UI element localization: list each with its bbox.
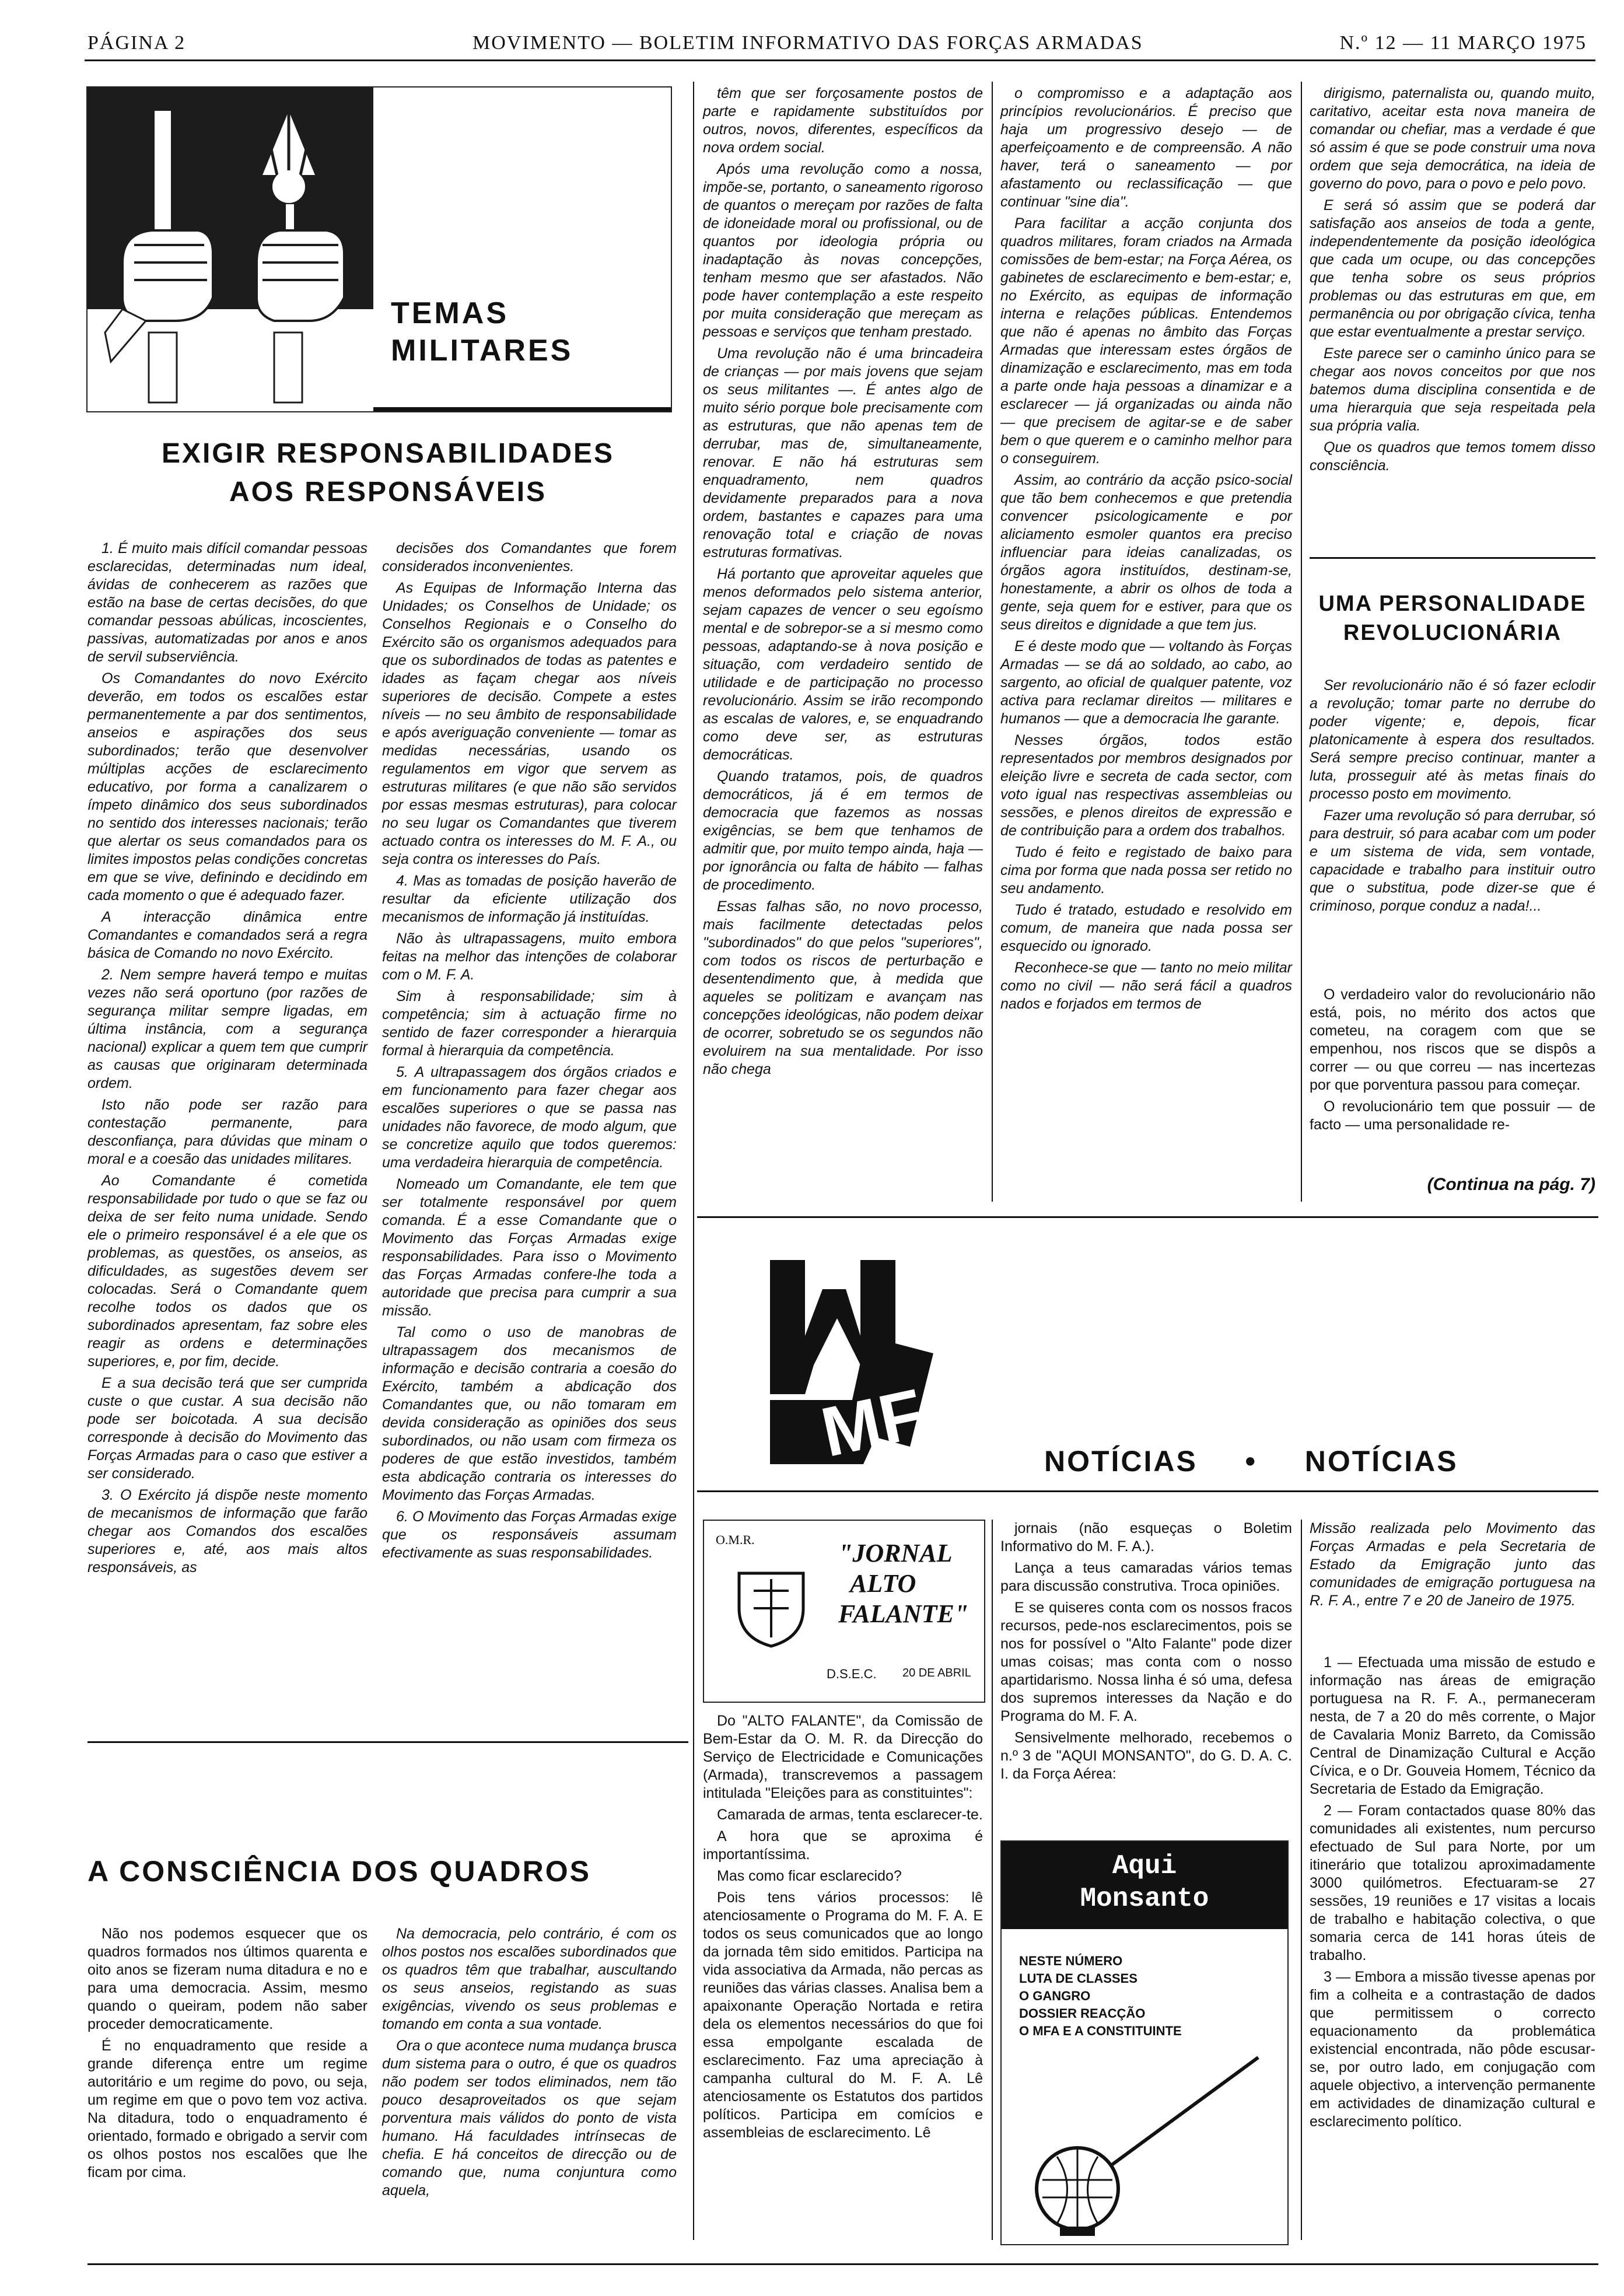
alto-falante-stamp: D.S.E.C. xyxy=(827,1667,877,1681)
paragraph: Do "ALTO FALANTE", da Comissão de Bem-Estar da O. M. R. da Direcção do Serviço de Electricidade e Comunicações (Armada), transcrevemos a passagem intitulada "Eleições para as constituintes": xyxy=(703,1713,983,1801)
column-divider xyxy=(693,82,694,2240)
paragraph: Camarada de armas, tenta esclarecer-te. xyxy=(717,1807,983,1823)
article-title-line2: AOS RESPONSÁVEIS xyxy=(229,477,547,508)
column-divider xyxy=(1301,82,1302,1202)
page-header xyxy=(88,32,1587,61)
paragraph: Fazer uma revolução só para derrubar, só para destruir, só para acabar com um poder e um sistema de vida, sem vontade, capacidade e trabalho para instituir outro que o substitua, pode dizer-se que é criminoso, porque conduz a nada!... xyxy=(1310,807,1595,914)
paragraph: Essas falhas são, no novo processo, mais facilmente detectadas pelos "subordinados" do que pelos "superiores", com todos os riscos de perturbação e desentendimento que, à medida que aqueles se politizam e avançam nas concepções ideológicas, não podem deixar de ocorrer, sobretudo se os segundos não evoluirem na sua mentalidade. Por isso não chega xyxy=(703,898,983,1077)
paragraph: Há portanto que aproveitar aqueles que menos deformados pelo sistema anterior, sejam capazes de vencer o seu egoísmo mental e de sobrepor-se a si mesmo como pessoas, adaptando-se à nova posição e situação, com verdadeiro sentido de utilidade e de participação no processo revolucionário. Assim se irão recompondo as escalas de valores, e, se enquadrando como deve ser, as estruturas democráticas. xyxy=(703,566,983,763)
paragraph: Após uma revolução como a nossa, impõe-se, portanto, o saneamento rigoroso de quantos o mereçam por razões de falta de idoneidade moral ou profissional, ou de quantos por ideologia própria ou inadaptação às novas concepções, tenham mesmo que ser afastados. Não pode haver contemplação a este respeito por muita consideração que mereçam as pessoas e serviços que tenham prestado. xyxy=(703,161,983,340)
paragraph: Lança a teus camaradas vários temas para discussão construtiva. Troca opiniões. xyxy=(1000,1560,1292,1594)
monsanto-contents-line: O GANGRO xyxy=(1019,1989,1091,2003)
noticias-bullet: • xyxy=(1245,1445,1258,1478)
mfa-logo xyxy=(758,1254,976,1472)
article1-column3 xyxy=(703,85,983,1082)
alto-falante-title-line2: ALTO xyxy=(850,1569,916,1598)
noticias-column2 xyxy=(1000,1520,1292,1787)
mfa-logo-letters: MFA xyxy=(814,1364,976,1472)
column-divider xyxy=(992,1520,993,2240)
paragraph: O revolucionário tem que possuir — de facto — uma personalidade re- xyxy=(1310,1098,1595,1133)
monsanto-contents-line: NESTE NÚMERO xyxy=(1019,1954,1123,1968)
paragraph: Reconhece-se que — tanto no meio militar como no civil — não será fácil a quadros nados e forjados em termos de xyxy=(1000,960,1292,1012)
radar-globe-icon xyxy=(1025,2052,1270,2238)
paragraph: Sensivelmente melhorado, recebemos o n.º 3 de "AQUI MONSANTO", do G. D. A. C. I. da Força Aérea: xyxy=(1000,1730,1292,1782)
paragraph: 1. É muito mais difícil comandar pessoas esclarecidas, determinadas num ideal, ávidas de conhecerem as razões que estão na base de certas decisões, do que comandar pessoas abúlicas, incoscientes, passivas, automatizadas por anos e anos de servil subserviência. xyxy=(88,540,368,665)
paragraph: 5. A ultrapassagem dos órgãos criados e em funcionamento para fazer chegar aos escalões superiores o que se passa nas unidades não favorece, de modo algum, que se concretize aquilo que todos queremos: uma verdadeira hierarquia de competência. xyxy=(382,1064,677,1171)
paragraph: E é deste modo que — voltando às Forças Armadas — se dá ao soldado, ao cabo, ao sargento, ao oficial de qualquer patente, voz activa para reclamar direitos — militares e humanos — que a democracia lhe garante. xyxy=(1000,638,1292,727)
article1-column2 xyxy=(382,540,677,1566)
banner-title-line1: TEMAS xyxy=(391,296,509,330)
paragraph: Tudo é feito e registado de baixo para cima por forma que nada possa ser retido no seu andamento. xyxy=(1000,844,1292,897)
paragraph: Na democracia, pelo contrário, é com os olhos postos nos escalões subordinados que os quadros têm que trabalhar, auscultando os seus anseios, registando as suas exigências, vivendo os seus problemas e tomando em conta a sua vontade. xyxy=(382,1926,677,2032)
article2-intro xyxy=(1310,677,1595,919)
page-number: PÁGINA 2 xyxy=(88,32,186,54)
footer-rule xyxy=(88,2263,1598,2265)
masthead: MOVIMENTO — BOLETIM INFORMATIVO DAS FORÇAS ARMADAS xyxy=(473,32,1143,54)
paragraph: têm que ser forçosamente postos de parte e rapidamente substituídos por outros, novos, diferentes, específicos da nova ordem social. xyxy=(703,85,983,156)
header-rule xyxy=(85,60,1595,61)
section-rule xyxy=(697,1216,1598,1218)
article-title-exigir xyxy=(88,435,688,512)
paragraph: jornais (não esqueças o Boletim Informativo do M. F. A.). xyxy=(1000,1520,1292,1555)
monsanto-contents-line: LUTA DE CLASSES xyxy=(1019,1971,1138,1986)
alto-falante-title-line1: "JORNAL xyxy=(838,1539,953,1567)
noticias-heading-left: NOTÍCIAS xyxy=(1044,1445,1198,1478)
banner-rule xyxy=(373,407,671,411)
paragraph: Mas como ficar esclarecido? xyxy=(717,1868,902,1884)
alto-falante-title xyxy=(838,1538,968,1629)
paragraph: Não às ultrapassagens, muito embora feitas na melhor das intenções de colaborar com o M. F. A. xyxy=(382,930,677,983)
paragraph: Assim, ao contrário da acção psico-social que tão bem conhecemos e que pretendia convencer psicologicamente e por aliciamento esmoler quantos era preciso influenciar para ideias canalizadas, os órgãos agora instituídos, destinam-se, honestamente, a abrir os olhos de toda a gente, seja quem for e estiver, para que os seus direitos e dignidade a que tem jus. xyxy=(1000,472,1292,633)
noticias-heading-right: NOTÍCIAS xyxy=(1304,1445,1458,1478)
paragraph: Quando tratamos, pois, de quadros democráticos, já é em termos de democracia que fazemos as nossas exigências, se bem que tenhamos de admitir que, por muito tempo ainda, haja — por ignorância ou falta de hábito — falhas de procedimento. xyxy=(703,768,983,893)
article-title-consciencia: A CONSCIÊNCIA DOS QUADROS xyxy=(88,1855,592,1888)
banner-title xyxy=(391,295,573,369)
article2-title-line2: REVOLUCIONÁRIA xyxy=(1343,621,1562,645)
alto-falante-clipping xyxy=(703,1520,985,1703)
paragraph: 1 — Efectuada uma missão de estudo e informação nas áreas de emigração portuguesa na R. F. A., permaneceram nesta, de 7 a 20 do mês corrente, o Major de Cavalaria Moniz Barreto, da Comissão Central de Dinamização Cultural e Acção Cívica, e o Dr. Gouveia Homem, Técnico da Secretaria de Estado da Emigração. xyxy=(1310,1654,1595,1797)
noticias-column1 xyxy=(703,1712,983,2146)
paragraph: As Equipas de Informação Interna das Unidades; os Conselhos de Unidade; os Conselhos Regionais e o Conselho do Exército são os organismos adequados para que os subordinados de todas as patentes e idades as façam chegar aos níveis superiores de decisão. Compete a estes níveis — no seu âmbito de responsabilidade e após averiguação conveniente — tomar as medidas necessárias, usando os regulamentos em vigor que servem as estruturas militares (e que não são servidos por essas mesmas estruturas), para colocar no seu lugar os Comandantes que tiverem actuado contra os interesses do M. F. A., ou seja contra os interesses do País. xyxy=(382,580,677,867)
paragraph: É no enquadramento que reside a grande diferença entre um regime autoritário e um regime do povo, ou seja, um regime em que o povo tem voz activa. Na ditadura, todo o enquadramento é orientado, formado e obrigado a servir com os olhos postos nos escalões que lhe ficam por cima. xyxy=(88,2038,368,2180)
article3-column2 xyxy=(382,1925,677,2203)
paragraph: 3 — Embora a missão tivesse apenas por fim a colheita e a contrastação de dados que permitissem o correcto equacionamento da problemática existencial encontrada, não pôde escusar-se, por outro lado, em conjugação com aquele objectivo, a intervenção permanente em actividades de dinamização cultural e esclarecimento político. xyxy=(1310,1969,1595,2130)
paragraph: 6. O Movimento das Forças Armadas exige que os responsáveis assumam efectivamente as suas responsabilidades. xyxy=(382,1508,677,1561)
paragraph: Tudo é tratado, estudado e resolvido em comum, de maneira que nada possa ser esquecido ou ignorado. xyxy=(1000,902,1292,954)
section-rule xyxy=(88,1741,688,1743)
paragraph: Pois tens vários processos: lê atenciosamente o Programa do M. F. A. E todos os seus comunicados que ao longo da jornada têm sido emitidos. Participa na vida associativa da Armada, não percas as reuniões das várias classes. Analisa bem a apaixonante Operação Nortada e retira dela os elementos necessários do que foi essa empolgante escalada de esclarecimento. Faz uma apreciação à campanha cultural do M. F. A. Lê atenciosamente os Estatutos dos partidos políticos. Participa em comícios e assembleias de esclarecimento. Lê xyxy=(703,1889,983,2141)
article-title-personalidade xyxy=(1310,589,1595,648)
hands-carnation-illustration xyxy=(88,88,373,411)
paragraph: Ser revolucionário não é só fazer eclodir a revolução; tomar parte no derrube do poder vigente; e, depois, ficar platonicamente à espera dos resultados. Será sempre preciso continuar, manter a luta, prosseguir até às metas finais do processo posto em movimento. xyxy=(1310,677,1595,802)
paragraph: o compromisso e a adaptação aos princípios revolucionários. É preciso que haja um progressivo desejo — de aperfeiçoamento e de compreensão. A não haver, terá o saneamento — por afastamento ou reclassificação — que continuar "sine dia". xyxy=(1000,85,1292,210)
article1-column4 xyxy=(1000,85,1292,1017)
paragraph: E a sua decisão terá que ser cumprida custe o que custar. A sua decisão não pode ser boicotada. A sua decisão corresponde à decisão do Movimento das Forças Armadas para o caso que estiver a ser considerado. xyxy=(88,1375,368,1482)
continued-notice: (Continua na pág. 7) xyxy=(1427,1175,1595,1194)
noticias-column3-intro: Missão realizada pelo Movimento das Forças Armadas e pela Secretaria de Estado da Emigração junto das comunidades de emigração portuguesa na R. F. A., entre 7 e 20 de Janeiro de 1975. xyxy=(1310,1520,1595,1609)
paragraph: Este parece ser o caminho único para se chegar aos novos conceitos por que nos batemos duma disciplina consentida e de uma hierarquia que seja respeitada pela sua própria valia. xyxy=(1310,345,1595,434)
aqui-monsanto-title-line2: Monsanto xyxy=(1080,1884,1209,1914)
paragraph: A interacção dinâmica entre Comandantes e comandados será a regra básica de Comando no novo Exército. xyxy=(88,909,368,961)
article-title-line1: EXIGIR RESPONSABILIDADES xyxy=(161,438,615,469)
alto-falante-header: O.M.R. xyxy=(716,1532,755,1547)
article1-column1 xyxy=(88,540,368,1580)
noticias-column3 xyxy=(1310,1654,1595,2134)
monsanto-contents-line: O MFA E A CONSTITUINTE xyxy=(1019,2024,1182,2038)
paragraph: Nomeado um Comandante, ele tem que ser totalmente responsável por quem comanda. É a esse Comandante que o Movimento das Forças Armadas exige responsabilidades. Para isso o Movimento das Forças Armadas confere-lhe toda a autoridade que precisa para cumprir a sua missão. xyxy=(382,1176,677,1319)
paragraph: Sim à responsabilidade; sim à competência; sim à actuação firme no sentido de fazer corresponder a hierarquia formal à hierarquia da competência. xyxy=(382,988,677,1059)
shield-emblem-icon xyxy=(727,1567,815,1649)
paragraph: dirigismo, paternalista ou, quando muito, caritativo, aceitar esta nova maneira de comandar ou chefiar, mas a verdade é que só assim é que se pode construir uma nova ordem que seja democrática, na ideia de governo do povo, para o povo e pelo povo. xyxy=(1310,85,1595,192)
paragraph: 3. O Exército já dispõe neste momento de mecanismos de informação que farão chegar aos Comandos dos escalões superiores e, até, aos mais altos responsáveis, as xyxy=(88,1487,368,1576)
issue-info: N.º 12 — 11 MARÇO 1975 xyxy=(1339,32,1587,54)
paragraph: Ao Comandante é cometida responsabilidade por tudo o que se faz ou deixa de ser feito numa unidade. Sendo ele o primeiro responsável é a ele que os problemas, as questões, os anseios, as dificuldades, as sugestões devem ser colocadas. Será o Comandante quem recolhe todos os dados que os subordinados apresentam, faz sobre eles reagir as ordens e determinações superiores, e, por fim, decide. xyxy=(88,1172,368,1370)
paragraph: 2 — Foram contactados quase 80% das comunidades ali existentes, num percurso efectuado de Sul para Norte, por um itinerário que totalizou aproximadamente 3000 quilómetros. Efectuaram-se 27 sessões, 19 reuniões e 17 visitas a locais de trabalho e habitação colectiva, o que somaria cerca de 141 horas úteis de trabalho. xyxy=(1310,1803,1595,1964)
aqui-monsanto-title xyxy=(1002,1842,1287,1929)
paragraph: 2. Nem sempre haverá tempo e muitas vezes não será oportuno (por razões de segurança militar sempre ligadas, em última instância, com a segurança nacional) explicar a quem tem que cumprir as causas que originaram determinada ordem. xyxy=(88,967,368,1091)
paragraph: E se quiseres conta com os nossos fracos recursos, pede-nos esclarecimentos, pois se nos for possível o "Alto Falante" pode dizer umas coisas; mas conta com o nosso apartidarismo. Nossa linha é só uma, defesa dos supremos interesses da Nação e do Programa do M. F. A. xyxy=(1000,1600,1292,1724)
article3-column1 xyxy=(88,1925,368,2185)
aqui-monsanto-cover xyxy=(1000,1840,1289,2245)
paragraph: E será só assim que se poderá dar satisfação aos anseios de toda a gente, independentemente da posição ideológica que cada um ocupe, ou das concepções que tenha sobre os seus próprios problemas ou das estruturas em que, em permanência ou por obrigação cívica, tenha que estar eventualmente a prestar serviço. xyxy=(1310,197,1595,340)
noticias-heading xyxy=(1044,1444,1598,1479)
paragraph: Nesses órgãos, todos estão representados por membros designados por eleição livre e secreta de cada sector, com voto igual nas respectivas assembleias ou sessões, e plenos direitos de expressão e de contribuição para a ordem dos trabalhos. xyxy=(1000,732,1292,839)
article2-title-line1: UMA PERSONALIDADE xyxy=(1318,592,1587,616)
alto-falante-date: 20 DE ABRIL xyxy=(902,1667,971,1679)
paragraph: Ora o que acontece numa mudança brusca dum sistema para o outro, é que os quadros não podem ser todos eliminados, nem tão pouco desaproveitados os que sejam porventura mais válidos do ponto de vista humano. Há faculdades intrínsecas de chefia. E há conceitos de direcção ou de comando que, numa conjuntura como aquela, xyxy=(382,2038,677,2199)
temas-militares-banner xyxy=(86,86,672,412)
column-divider xyxy=(1301,1520,1302,2240)
paragraph: O verdadeiro valor do revolucionário não está, pois, no mérito dos actos que cometeu, na coragem com que se empenhou, nos riscos que se dispôs a correr — ou que correu — nas incertezas por que porventura passou para começar. xyxy=(1310,986,1595,1093)
paragraph: Os Comandantes do novo Exército deverão, em todos os escalões estar permanentemente a par dos sentimentos, anseios e aspirações dos seus subordinados; terão que desenvolver múltiplas acções de esclarecimento educativo, por forma a canalizarem o ímpeto dinâmico dos seus subordinados no sentido dos interesses nacionais; terão que alertar os seus comandados para os limites impostos pelas condições concretas em que se vive, definindo e decidindo em cada momento o que é adequado fazer. xyxy=(88,670,368,904)
monsanto-contents-line: DOSSIER REACÇÃO xyxy=(1019,2006,1146,2021)
paragraph: Para facilitar a acção conjunta dos quadros militares, foram criados na Armada comissões de bem-estar; na Força Aérea, os gabinetes de esclarecimento e bem-estar; e, no Exército, as equipas de informação interna e relações públicas. Entendemos que não é apenas no âmbito das Forças Armadas que interessam estes órgãos de dinamização e esclarecimento, mas em toda a parte onde haja pessoas a dinamizar e a esclarecer — já organizadas ou ainda não — que precisem de agitar-se e de saber bem o que querem e o caminho melhor para o conseguirem. xyxy=(1000,215,1292,467)
paragraph: 4. Mas as tomadas de posição haverão de resultar da eficiente utilização dos mecanismos de informação já instituídas. xyxy=(382,873,677,925)
alto-falante-title-line3: FALANTE" xyxy=(838,1600,969,1628)
aqui-monsanto-contents xyxy=(1019,1952,1182,2040)
column-divider xyxy=(992,82,993,1202)
paragraph: decisões dos Comandantes que forem considerados inconvenientes. xyxy=(382,540,677,575)
article1-column5 xyxy=(1310,85,1595,478)
paragraph: Isto não pode ser razão para contestação permanente, para desconfiança, para dúvidas que minam o moral e a coesão das unidades militares. xyxy=(88,1097,368,1167)
paragraph: Não nos podemos esquecer que os quadros formados nos últimos quarenta e oito anos se fizeram numa ditadura e no e para uma democracia. Assim, mesmo quando o queiram, podem não saber proceder democraticamente. xyxy=(88,1926,368,2032)
paragraph: Uma revolução não é uma brincadeira de crianças — por mais jovens que sejam os seus militantes —. É antes algo de muito sério porque bole precisamente com as estruturas, que não apenas tem de derrubar, mas de, simultaneamente, renovar. E não há estruturas sem enquadramento, nem quadros devidamente preparados para a nova ordem, bastantes e capazes para uma renovação total e criação de novas estruturas formativas. xyxy=(703,345,983,561)
paragraph: Tal como o uso de manobras de ultrapassagem dos mecanismos de informação e decisão contraria a coesão do Exército, também a abdicação dos Comandantes que, ou não tomaram em devida consideração as opiniões dos seus subordinados, ou não usam com firmeza os poderes de que estão investidos, também esta abdicação contraria os interesses do Movimento das Forças Armadas. xyxy=(382,1324,677,1503)
paragraph: A hora que se aproxima é importantíssima. xyxy=(703,1828,983,1863)
article2-body xyxy=(1310,986,1595,1138)
noticias-rule xyxy=(697,1490,1598,1492)
paragraph: Que os quadros que temos tomem disso consciência. xyxy=(1310,439,1595,474)
aqui-monsanto-title-line1: Aqui xyxy=(1112,1851,1177,1881)
banner-title-line2: MILITARES xyxy=(391,334,573,368)
section-rule xyxy=(1310,557,1595,559)
